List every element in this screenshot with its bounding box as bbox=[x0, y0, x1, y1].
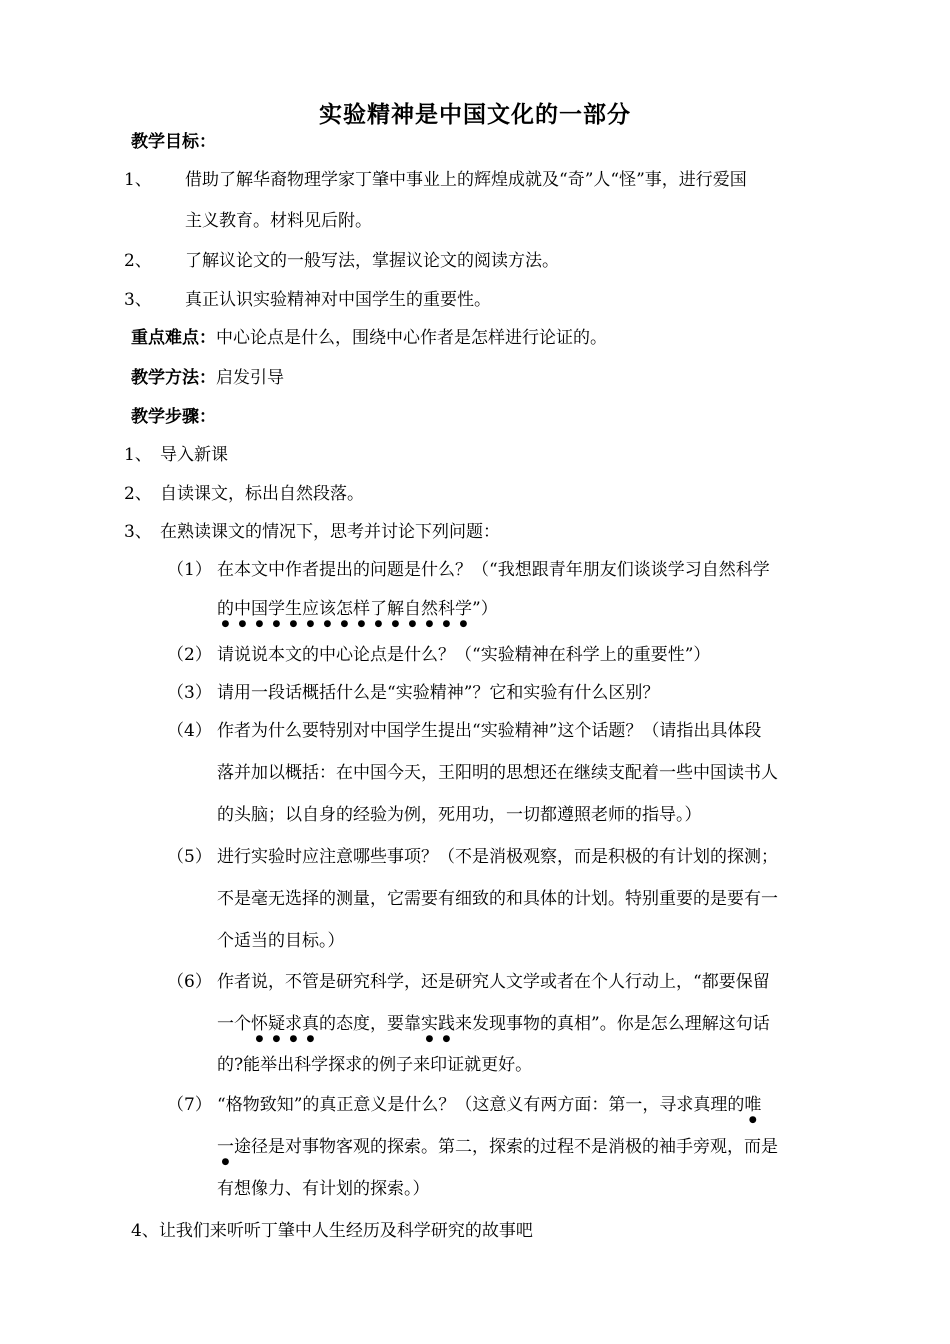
question-6-line-3: 的?能举出科学探求的例子来印证就更好。 bbox=[217, 1055, 533, 1075]
question-number-1: （1） bbox=[167, 560, 212, 580]
teaching-method bbox=[131, 366, 284, 390]
step-number-1: 1、 bbox=[124, 445, 152, 465]
question-7-emphasis-2: 一 bbox=[217, 1137, 234, 1157]
method-label: 教学方法： bbox=[131, 368, 216, 388]
question-1-line-1: 在本文中作者提出的问题是什么？（“我想跟青年朋友们谈谈学习自然科学 bbox=[217, 560, 770, 580]
question-5-line-1: 进行实验时应注意哪些事项？（不是消极观察，而是积极的有计划的探测； bbox=[217, 847, 778, 867]
final-step bbox=[131, 1219, 533, 1243]
step-number-2: 2、 bbox=[124, 484, 152, 504]
question-5-line-3: 个适当的目标。） bbox=[217, 931, 345, 951]
goal-text-2: 了解议论文的一般写法，掌握议论文的阅读方法。 bbox=[185, 251, 559, 271]
question-6-emphasis-1: 怀疑求真 bbox=[251, 1014, 319, 1034]
question-7-line-2: 一途径是对事物客观的探索。第二，探索的过程不是消极的袖手旁观，而是 bbox=[217, 1137, 778, 1157]
step-text-2: 自读课文，标出自然段落。 bbox=[160, 484, 364, 504]
question-4-line-2: 落并加以概括：在中国今天，王阳明的思想还在继续支配着一些中国读书人 bbox=[217, 763, 778, 783]
question-7-emphasis-1: 唯 bbox=[744, 1095, 762, 1115]
key-points-label: 重点难点： bbox=[131, 328, 216, 348]
question-1-emphasis: 的中国学生应该怎样了解自然科学 bbox=[217, 599, 472, 619]
final-step-number: 4、 bbox=[131, 1221, 159, 1241]
question-7-line-1: “格物致知”的真正意义是什么？（这意义有两方面：第一，寻求真理的唯 bbox=[217, 1095, 762, 1115]
question-number-6: （6） bbox=[167, 972, 212, 992]
goal-number-2: 2、 bbox=[124, 251, 152, 271]
goal-text-3: 真正认识实验精神对中国学生的重要性。 bbox=[185, 290, 491, 310]
question-2-line-1: 请说说本文的中心论点是什么？（“实验精神在科学上的重要性”） bbox=[217, 645, 711, 665]
page-title: 实验精神是中国文化的一部分 bbox=[319, 102, 631, 128]
key-points-text: 中心论点是什么，围绕中心作者是怎样进行论证的。 bbox=[216, 328, 607, 348]
question-6-line-2: 一个怀疑求真的态度，要靠实践来发现事物的真相”。你是怎么理解这句话 bbox=[217, 1014, 770, 1034]
question-5-line-2: 不是毫无选择的测量，它需要有细致的和具体的计划。特别重要的是要有一 bbox=[217, 889, 778, 909]
question-3-line-1: 请用一段话概括什么是“实验精神”？它和实验有什么区别？ bbox=[217, 683, 660, 703]
question-number-7: （7） bbox=[167, 1095, 212, 1115]
goal-number-1: 1、 bbox=[124, 170, 152, 190]
question-number-3: （3） bbox=[167, 683, 212, 703]
question-6-line-1: 作者说，不管是研究科学，还是研究人文学或者在个人行动上，“都要保留 bbox=[217, 972, 770, 992]
question-1-line-2: 的中国学生应该怎样了解自然科学”） bbox=[217, 599, 498, 619]
question-number-5: （5） bbox=[167, 847, 212, 867]
key-points bbox=[131, 326, 607, 350]
method-text: 启发引导 bbox=[216, 368, 284, 388]
step-text-1: 导入新课 bbox=[160, 445, 228, 465]
goal-text-1-line-2: 主义教育。材料见后附。 bbox=[185, 211, 372, 231]
step-text-3: 在熟读课文的情况下，思考并讨论下列问题： bbox=[160, 522, 500, 542]
question-4-line-1: 作者为什么要特别对中国学生提出“实验精神”这个话题？（请指出具体段 bbox=[217, 721, 762, 741]
question-7-line-3: 有想像力、有计划的探索。） bbox=[217, 1179, 430, 1199]
step-number-3: 3、 bbox=[124, 522, 152, 542]
goal-number-3: 3、 bbox=[124, 290, 152, 310]
question-number-4: （4） bbox=[167, 721, 212, 741]
goals-heading: 教学目标： bbox=[131, 132, 216, 152]
steps-heading: 教学步骤： bbox=[131, 407, 216, 427]
goal-text-1-line-1: 借助了解华裔物理学家丁肇中事业上的辉煌成就及“奇”人“怪”事，进行爱国 bbox=[185, 170, 747, 190]
final-step-text: 让我们来听听丁肇中人生经历及科学研究的故事吧 bbox=[158, 1221, 533, 1241]
question-number-2: （2） bbox=[167, 645, 212, 665]
question-4-line-3: 的头脑；以自身的经验为例，死用功，一切都遵照老师的指导。） bbox=[217, 805, 702, 825]
question-6-emphasis-2: 实践 bbox=[421, 1014, 455, 1034]
